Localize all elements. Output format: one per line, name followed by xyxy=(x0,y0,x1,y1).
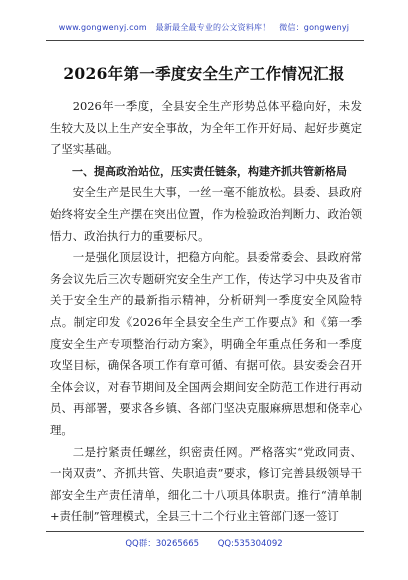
document-title: 2026年第一季度安全生产工作情况汇报 xyxy=(63,64,345,83)
footer-qq-group: QQ群：30265665 xyxy=(125,539,200,549)
header-divider xyxy=(46,40,364,41)
section-heading: 一、提高政治站位，压实责任链条，构建齐抓共管新格局 xyxy=(72,164,347,178)
page-footer xyxy=(0,537,408,549)
footer-divider xyxy=(46,531,364,532)
body-paragraph: 二是拧紧责任螺丝，织密责任网。严格落实“党政同责、一岗双责”、齐抓共管、失职追责”要求，修订完善县级领导干部安全生产责任清单，细化二十八项具体职责。推行“清单制+责任制”管理模式，全县三十二个行业主管部门逐一签订 xyxy=(50,444,362,524)
header-wechat: 微信：gongwenyj xyxy=(279,23,350,32)
intro-paragraph: 2026年一季度，全县安全生产形势总体平稳向好，未发生较大及以上生产安全事故，为全年工作开好局、起好步奠定了坚实基础。 xyxy=(50,99,362,157)
body-paragraph: 安全生产是民生大事，一丝一毫不能放松。县委、县政府始终将安全生产摆在突出位置，作为检验政治判断力、政治领悟力、政治执行力的重要标尺。 xyxy=(50,185,362,243)
header-website[interactable]: www.gongwenyj.com xyxy=(58,23,147,32)
page-header xyxy=(0,22,408,33)
footer-qq-contact: QQ:535304092 xyxy=(217,539,283,549)
body-paragraph: 一是强化顶层设计，把稳方向舵。县委常委会、县政府常务会议先后三次专题研究安全生产工作，传达学习中央及省市关于安全生产的最新指示精神，分析研判一季度安全风险特点。制定印发《2026年全县安全生产工作要点》和《第一季度安全生产专项整治行动方案》，明确全年重点任务和一季度攻坚目标，确保各项工作有章可循、有据可依。县安委会召开全体会议，对春节期间及全国两会期间安全防范工作进行再动员、再部署，要求各乡镇、各部门坚决克服麻痹思想和侥幸心理。 xyxy=(50,250,362,437)
header-slogan: 最新最全最专业的公文资料库！ xyxy=(155,23,271,32)
document-body xyxy=(50,96,362,528)
